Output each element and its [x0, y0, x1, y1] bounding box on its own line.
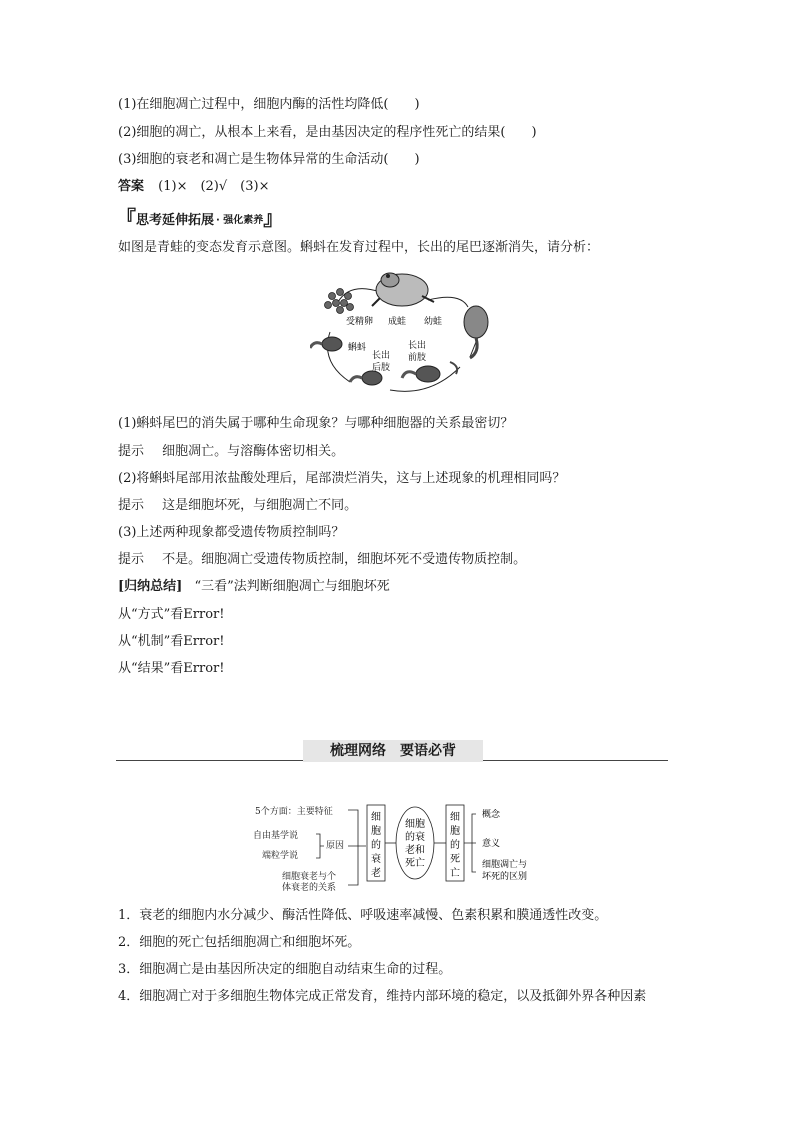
cm-cause: 原因 — [326, 841, 345, 851]
qa-hint-3 — [118, 551, 526, 569]
label-hind-1: 长出 — [372, 351, 391, 361]
cm-center-line: 的衰 — [405, 832, 425, 843]
qa-question-1: (1)蝌蚪尾巴的消失属于哪种生命现象？与哪种细胞器的关系最密切？ — [118, 416, 514, 431]
cm-aging-char: 衰 — [371, 854, 381, 865]
label-young: 幼蛙 — [424, 317, 443, 327]
cm-death-char: 亡 — [450, 868, 460, 879]
summary-text: “三看”法判断细胞凋亡与细胞坏死 — [194, 579, 390, 594]
extension-title: 思考延伸拓展 — [136, 212, 215, 228]
qa-question-3: (3)上述两种现象都受遗传物质控制吗？ — [118, 525, 345, 540]
qa-hint-2 — [118, 497, 357, 515]
cm-bracket — [316, 834, 324, 858]
cm-aging-char: 的 — [371, 840, 381, 851]
cm-relation-2: 体衰老的关系 — [282, 883, 337, 893]
summary-item: 从“方式”看Error! — [118, 607, 225, 622]
extension-subtitle: · 强化素养 — [216, 214, 264, 226]
cm-aging-char: 胞 — [371, 826, 381, 837]
cm-free-radical: 自由基学说 — [253, 831, 299, 841]
concept-map — [250, 800, 550, 895]
answer-text: (1)× (2)√ (3)× — [158, 179, 270, 194]
cm-center-line: 老和 — [405, 845, 425, 856]
summary-item: 从“结果”看Error! — [118, 661, 225, 676]
cm-bracket — [348, 810, 366, 885]
key-point-4: 4．细胞凋亡对于多细胞生物体完成正常发育，维持内部环境的稳定，以及抵御外界各种因素 — [118, 989, 647, 1004]
cm-center-line: 细胞 — [405, 819, 425, 830]
cm-relation-1: 细胞衰老与个 — [282, 872, 337, 882]
section-title: 梳理网络 要语必背 — [303, 740, 483, 762]
cm-meaning: 意义 — [482, 839, 501, 849]
label-adult: 成蛙 — [388, 317, 407, 327]
cm-telomere: 端粒学说 — [262, 851, 299, 861]
cm-death-char: 胞 — [450, 826, 460, 837]
label-tadpole: 蝌蚪 — [348, 343, 367, 353]
cm-death-char: 的 — [450, 840, 460, 851]
hint-label: 提示 — [118, 552, 145, 567]
question-3: (3)细胞的衰老和凋亡是生物体异常的生命活动( ) — [118, 152, 420, 167]
cm-death-char: 细 — [450, 812, 460, 823]
left-bracket-icon: 『 — [116, 206, 136, 230]
question-2: (2)细胞的凋亡，从根本上来看，是由基因决定的程序性死亡的结果( ) — [118, 125, 537, 140]
key-point-1: 1．衰老的细胞内水分减少、酶活性降低、呼吸速率减慢、色素积累和膜通透性改变。 — [118, 908, 608, 923]
label-front-2: 前肢 — [408, 353, 427, 363]
hint-text: 不是。细胞凋亡受遗传物质控制，细胞坏死不受遗传物质控制。 — [162, 552, 527, 567]
adult-frog-icon — [372, 273, 434, 306]
cm-aging-char: 老 — [371, 868, 381, 879]
key-point-2: 2．细胞的死亡包括细胞凋亡和细胞坏死。 — [118, 935, 361, 950]
eggs-icon — [325, 289, 354, 314]
hint-label: 提示 — [118, 498, 145, 513]
answer-line — [118, 178, 269, 196]
qa-hint-1 — [118, 443, 344, 461]
young-frog-icon — [464, 306, 488, 358]
key-point-3: 3．细胞凋亡是由基因所决定的细胞自动结束生命的过程。 — [118, 962, 452, 977]
cm-center-line: 死亡 — [405, 858, 425, 869]
cm-main-features: 5个方面：主要特征 — [255, 807, 333, 817]
label-front-1: 长出 — [408, 341, 427, 351]
summary-label: [归纳总结] — [118, 579, 183, 594]
cm-concept: 概念 — [482, 810, 501, 820]
question-1: (1)在细胞凋亡过程中，细胞内酶的活性均降低( ) — [118, 97, 420, 112]
cm-bracket — [464, 814, 476, 872]
cm-difference-2: 坏死的区别 — [482, 872, 528, 882]
intro-text: 如图是青蛙的变态发育示意图。蝌蚪在发育过程中，长出的尾巴逐渐消失，请分析： — [118, 240, 600, 255]
label-egg: 受精卵 — [346, 317, 374, 327]
hint-text: 细胞凋亡。与溶酶体密切相关。 — [162, 444, 345, 459]
tadpole-icon — [310, 337, 342, 351]
extension-banner — [116, 206, 283, 230]
cycle-arrow — [428, 297, 468, 307]
tadpole-hindlimb-icon — [350, 371, 382, 385]
frog-metamorphosis-diagram — [310, 262, 500, 402]
hint-text: 这是细胞坏死，与细胞凋亡不同。 — [162, 498, 358, 513]
cm-difference-1: 细胞凋亡与 — [482, 860, 528, 870]
summary-item: 从“机制”看Error! — [118, 634, 225, 649]
tadpole-forelimb-icon — [402, 362, 457, 382]
summary-heading — [118, 578, 390, 596]
cm-aging-char: 细 — [371, 812, 381, 823]
cm-death-char: 死 — [450, 854, 460, 865]
label-hind-2: 后肢 — [372, 363, 391, 373]
hint-label: 提示 — [118, 444, 145, 459]
right-bracket-icon: 』 — [263, 206, 284, 230]
answer-label: 答案 — [118, 179, 145, 194]
qa-question-2: (2)将蝌蚪尾部用浓盐酸处理后，尾部溃烂消失，这与上述现象的机理相同吗？ — [118, 471, 566, 486]
